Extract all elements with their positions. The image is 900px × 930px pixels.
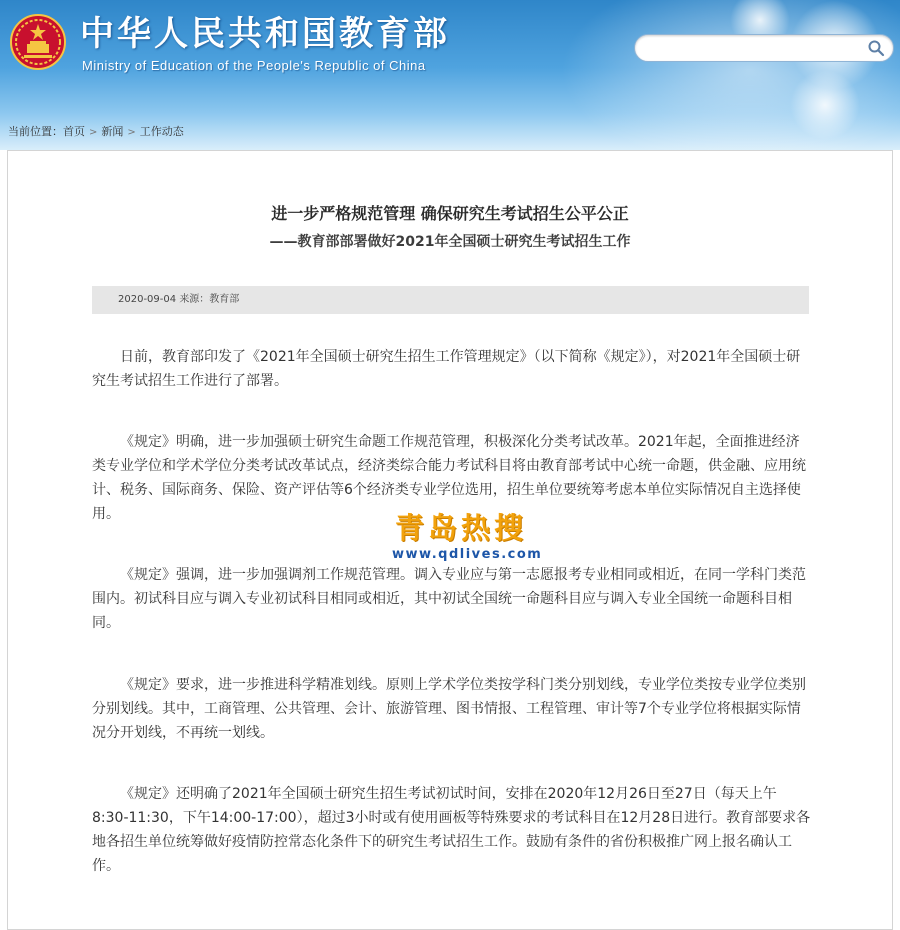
article-paragraph: 《规定》要求，进一步推进科学精准划线。原则上学术学位类按学科门类分别划线，专业学位类按专业学位类别分别划线。其中，工商管理、公共管理、会计、旅游管理、图书情报、工程管理、审计等7个专业学位将根据实际情况分开划线，不再统一划线。 xyxy=(92,677,806,741)
article-date: 2020-09-04 xyxy=(118,294,177,305)
search-icon[interactable] xyxy=(867,39,885,57)
breadcrumb-label: 当前位置： xyxy=(8,125,63,138)
article-source: 来源：教育部 xyxy=(179,294,240,305)
breadcrumb-news-link[interactable]: 新闻 xyxy=(101,125,124,138)
watermark-url: www.qdlives.com xyxy=(392,547,543,562)
article-title: 进一步严格规范管理 确保研究生考试招生公平公正 xyxy=(271,204,629,223)
national-emblem-icon[interactable] xyxy=(10,14,66,70)
watermark-title: 青岛热搜 xyxy=(394,511,527,545)
article-paragraph: 《规定》明确，进一步加强硕士研究生命题工作规范管理，积极深化分类考试改革。2021年起，全面推进经济类专业学位和学术学位分类考试改革试点，经济类综合能力考试科目将由教育部考试中心统一命题，供金融、应用统计、税务、国际商务、保险、资产评估等6个经济类专业学位选用，招生单位要统筹考虑本单位实际情况自主选择使用。 xyxy=(92,434,806,522)
article-paragraph: 《规定》强调，进一步加强调剂工作规范管理。调入专业应与第一志愿报考专业相同或相近，在同一学科门类范围内。初试科目应与调入专业初试科目相同或相近，其中初试全国统一命题科目应与调入专业全国统一命题科目相同。 xyxy=(92,567,806,631)
breadcrumb xyxy=(8,124,184,140)
breadcrumb-separator-icon: > xyxy=(89,127,98,138)
breadcrumb-separator-icon: > xyxy=(127,127,136,138)
breadcrumb-work-news-link[interactable]: 工作动态 xyxy=(139,125,184,138)
search-input[interactable] xyxy=(647,38,861,58)
search-box xyxy=(634,34,894,62)
site-title[interactable]: 中华人民共和国教育部 xyxy=(80,14,450,54)
breadcrumb-home-link[interactable]: 首页 xyxy=(63,125,85,138)
article-body xyxy=(92,345,812,915)
watermark xyxy=(392,510,543,564)
article-paragraph: 日前，教育部印发了《2021年全国硕士研究生招生工作管理规定》（以下简称《规定》），对2021年全国硕士研究生考试招生工作进行了部署。 xyxy=(92,349,801,389)
dandelion-decoration xyxy=(790,70,860,140)
article-meta-bar xyxy=(92,286,809,314)
site-subtitle: Ministry of Education of the People's Republic of China xyxy=(82,58,426,73)
site-header xyxy=(0,0,900,150)
article-paragraph: 《规定》还明确了2021年全国硕士研究生招生考试初试时间，安排在2020年12月26日至27日（每天上午8:30-11:30，下午14:00-17:00），超过3小时或有使用画板等特殊要求的考试科目在12月28日进行。教育部要求各地各招生单位统筹做好疫情防控常态化条件下的研究生考试招生工作。鼓励有条件的省份积极推广网上报名确认工作。 xyxy=(92,786,811,874)
article-subtitle: ——教育部部署做好2021年全国硕士研究生考试招生工作 xyxy=(269,234,631,250)
